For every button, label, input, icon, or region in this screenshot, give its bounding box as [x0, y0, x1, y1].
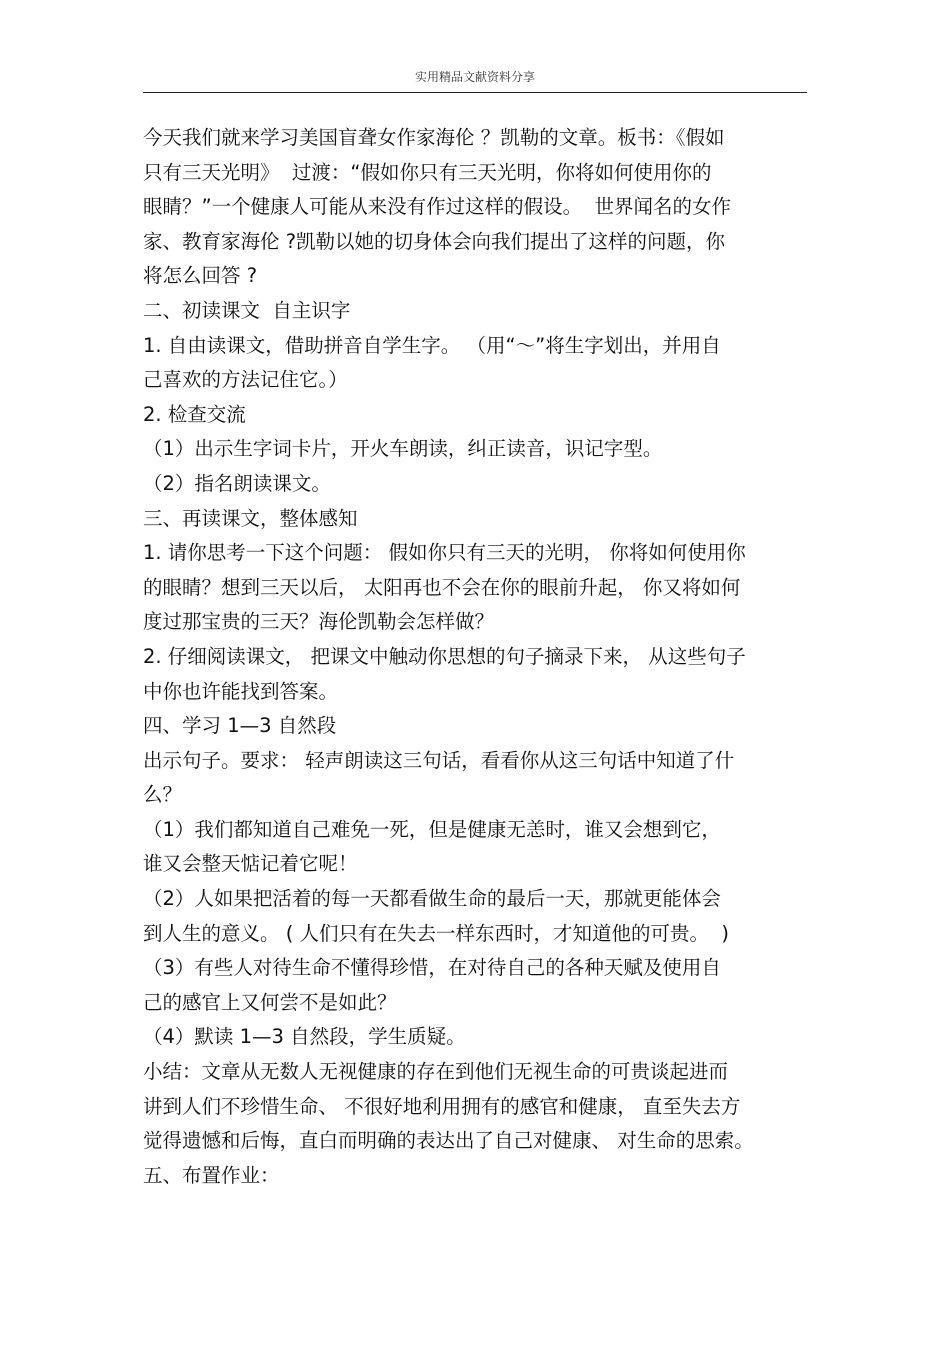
section-heading: 二、初读课文 自主识字	[143, 298, 351, 322]
text-line: 度过那宝贵的三天？海伦凯勒会怎样做？	[143, 610, 495, 634]
document-body	[143, 121, 807, 1193]
text-line: 只有三天光明》 过渡：“假如你只有三天光明，你将如何使用你的	[143, 160, 712, 184]
text-line: （1）出示生字词卡片，开火车朗读，纠正读音，识记字型。	[143, 437, 663, 461]
text-line: 己喜欢的方法记住它。）	[143, 368, 348, 392]
text-line: 1. 请你思考一下这个问题： 假如你只有三天的光明， 你将如何使用你	[143, 541, 746, 565]
text-line: 谁又会整天惦记着它呢！	[143, 852, 358, 876]
text-line: 中你也许能找到答案。	[143, 679, 339, 703]
text-line: 己的感官上又何尝不是如此？	[143, 990, 397, 1014]
text-line: 小结：文章从无数人无视健康的存在到他们无视生命的可贵谈起进而	[143, 1060, 729, 1084]
section-heading: 五、布置作业：	[143, 1163, 280, 1187]
header-title: 实用精品文献资料分享	[414, 70, 535, 84]
text-line: （1）我们都知道自己难免一死，但是健康无恙时，谁又会想到它，	[143, 817, 721, 841]
text-line: 将怎么回答 ?	[143, 264, 258, 288]
text-line: 觉得遗憾和后悔，直白而明确的表达出了自己对健康、 对生命的思索。	[143, 1129, 754, 1153]
section-heading: 三、再读课文，整体感知	[143, 506, 358, 530]
page-header	[143, 62, 807, 93]
section-heading: 四、学习 1—3 自然段	[143, 714, 337, 738]
text-line: 2. 检查交流	[143, 402, 246, 426]
text-line: （4）默读 1—3 自然段，学生质疑。	[143, 1025, 466, 1049]
text-line: 的眼睛？想到三天以后， 太阳再也不会在你的眼前升起， 你又将如何	[143, 575, 741, 599]
text-line: 家、教育家海伦 ?凯勒以她的切身体会向我们提出了这样的问题，你	[143, 229, 726, 253]
text-line: 今天我们就来学习美国盲聋女作家海伦 ？凯勒的文章。板书：《假如	[143, 126, 725, 149]
text-line: （2）指名朗读课文。	[143, 471, 331, 495]
text-line: 眼睛？”一个健康人可能从来没有作过这样的假设。 世界闻名的女作	[143, 195, 731, 219]
text-line: （2）人如果把活着的每一天都看做生命的最后一天，那就更能体会	[143, 887, 721, 911]
text-line: 么？	[143, 783, 183, 807]
text-line: 到人生的意义。 ( 人们只有在失去一样东西时，才知道他的可贵。 )	[143, 921, 730, 945]
text-line: 讲到人们不珍惜生命、 不很好地利用拥有的感官和健康， 直至失去方	[143, 1094, 741, 1118]
text-line: 2. 仔细阅读课文， 把课文中触动你思想的句子摘录下来， 从这些句子	[143, 644, 746, 668]
text-line: 出示句子。要求： 轻声朗读这三句话，看看你从这三句话中知道了什	[143, 748, 735, 772]
text-line: 1. 自由读课文，借助拼音自学生字。 （用“～”将生字划出，并用自	[143, 333, 721, 357]
text-line: （3）有些人对待生命不懂得珍惜，在对待自己的各种天赋及使用自	[143, 956, 721, 980]
